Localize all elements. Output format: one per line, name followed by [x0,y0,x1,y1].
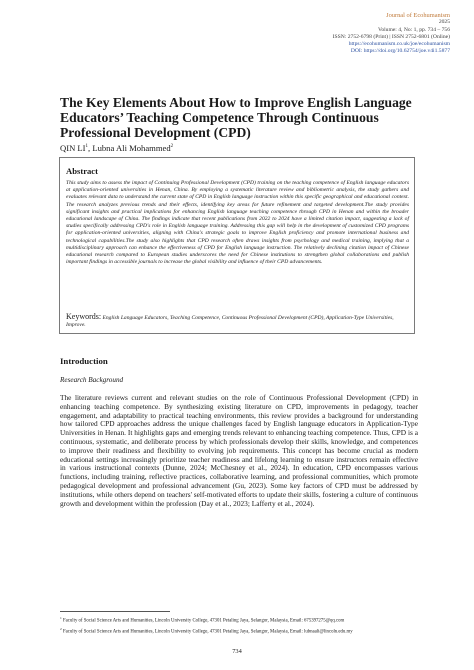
journal-header [333,12,450,56]
journal-url-link[interactable]: https://ecohumanism.co.uk/joe/ecohumanism [348,41,450,48]
author-separator: , [88,143,93,153]
footnote-2-text: Faculty of Social Science Arts and Humanities, Lincoln University College, 47301 Petaling Jaya, Selangor, Malaysia, Email: lubnaali@lincoln.edu.my [61,629,353,635]
abstract-heading: Abstract [66,166,98,176]
author-2: Lubna Ali Mohammed [92,143,171,153]
journal-issn: ISSN: 2752-6798 (Print) | ISSN 2752-6801 (Online) [332,33,450,40]
footnote-1-text: Faculty of Social Science Arts and Humanities, Lincoln University College, 47301 Petaling Jaya, Selangor, Malaysia, Email: 675397275@qq.com [61,618,345,624]
journal-volume: Volume: 4, No: 1, pp. 734 – 756 [378,26,450,33]
journal-year: 2025 [438,19,450,26]
paper-title: The Key Elements About How to Improve English Language Educators’ Teaching Competence Through Continuous Professional Development (CPD) [60,95,412,140]
footnote-1-mark: 1 [60,616,62,620]
footnotes [60,615,418,637]
abstract-text: This study aims to assess the impact of Continuing Professional Development (CPD) training on the teaching competence of English language educators at application-oriented universities in Henan, China. By employing a systematic literature review and bibliometric analysis, the study gathers and evaluates relevant data to understand the current state of CPD in English language instruction within this specific geographical and educational context. The research analyzes previous trends and their effects, identifying key areas for future refinement and targeted development.The study provides significant insights and practical implications for enhancing English language teaching competence through CPD in Henan and within the broader educational landscape of China. The findings indicate that recent publications from 2022 to 2024 have a limited citation impact, suggesting a lack of studies specifically addressing CPD's role in English language training. Addressing this gap will help in the development of customized CPD programs for application-oriented universities, aligning with China's strategic goals to improve English proficiency and promote international business and technological capabilities.The study also highlights that CPD research often draws insights from psychology and medical training, implying that a multidisciplinary approach can enhance the effectiveness of CPD for English language instruction. The relatively declining citation impact of Chinese educational research compared to European studies underscores the need for Chinese institutions to strengthen global collaborations and publish important findings in accessible journals to increase the global visibility and influence of their CPD advancements. [66,180,409,266]
doi-link[interactable]: DOI: https://doi.org/10.62754/joe.v4i1.5877 [350,48,450,55]
journal-name: Journal of Ecohumanism [386,12,450,19]
footnote-divider [60,611,170,612]
author-line [60,143,173,153]
keywords [66,313,409,329]
introduction-heading: Introduction [60,356,108,366]
author-1: QIN LI [60,143,86,153]
footnote-2 [60,626,418,636]
keywords-text: English Language Educators, Teaching Competence, Continuous Professional Development (CPD), Application-Type Universities, Improve. [66,315,394,329]
page-number: 734 [232,648,242,655]
keywords-label: Keywords: [66,312,102,321]
footnote-2-mark: 2 [60,626,62,631]
author-2-affiliation-mark: 2 [170,144,174,150]
introduction-paragraph: The literature reviews current and relevant studies on the role of Continuous Professional Development (CPD) in enhancing teaching competence. By synthesizing existing literature on CPD, improvements in pedagogy, teacher engagement, and adaptability to practical teaching environments, this review provides a background for understanding how tailored CPD approaches address the unique challenges faced by English language educators in Application-Type Universities in Henan. It highlights gaps and emerging trends relevant to enhancing teaching competence. Thus, CPD is a continuous, systematic, and deliberate process by which professionals develop their skills, knowledge, and competences to improve their readiness and flexibility to evolving job requirements. This concept has become crucial as modern educational settings increasingly prioritize teacher readiness and lifelong learning to ensure instructors remain effective in various instructional contexts (Dunne, 2024; McChesney et al., 2024). In education, CPD encompasses various functions, including training, reflective practices, collaborative learning, and professional communities, which promote pedagogical development and professional advancement (Gu, 2023). Some key factors of CPD must be addressed by institutions, while others depend on teachers' self-motivated efforts to update their skills, fostering a culture of continuous growth and development within the profession (Day et al., 2023; Lafferty et al., 2024). [60,393,418,508]
author-1-affiliation-mark: 1 [85,144,89,150]
research-background-heading: Research Background [60,376,124,384]
footnote-1 [60,615,418,625]
